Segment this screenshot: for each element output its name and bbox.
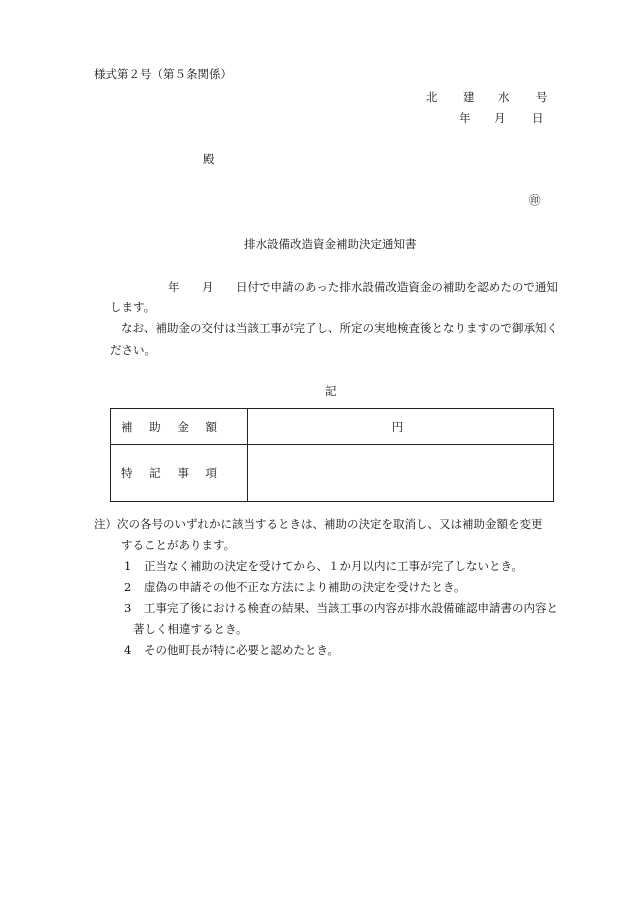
issue-date [459, 110, 544, 126]
yen-unit: 円 [391, 419, 404, 434]
body-year: 年 [168, 280, 180, 294]
remarks-label-cell [111, 445, 248, 502]
notes-intro-2: することがあります。 [121, 538, 236, 552]
amount-label-cell [111, 409, 248, 445]
body-line-4: ださい。 [110, 343, 156, 357]
amount-label-char: 補 [121, 419, 133, 434]
amount-value-cell [248, 409, 554, 445]
remarks-label-char: 特 [121, 466, 133, 480]
note-number: 2 [124, 580, 132, 594]
remarks-value-cell [248, 445, 554, 502]
doc-number-suffix: 号 [536, 90, 548, 104]
body-month: 月 [202, 280, 214, 294]
note-text: 著しく相違するとき。 [133, 622, 248, 636]
note-number: 3 [124, 601, 132, 615]
amount-label-char: 金 [177, 419, 189, 434]
note-text: 虚偽の申請その他不正な方法により補助の決定を受けたとき。 [144, 580, 466, 594]
body-line-1-text: 日付で申請のあった排水設備改造資金の補助を認めたので通知 [236, 280, 558, 294]
doc-number-prefix: 北 [426, 90, 438, 104]
notes-intro-1: 注）次の各号のいずれかに該当するときは、補助の決定を取消し、又は補助金額を変更 [94, 517, 543, 531]
note-item-2 [124, 579, 466, 595]
note-text: 正当なく補助の決定を受けてから、１か月以内に工事が完了しないとき。 [144, 559, 524, 573]
amount-label-char: 助 [149, 419, 161, 434]
recipient-honorific: 殿 [203, 152, 215, 166]
note-item-3 [124, 600, 558, 616]
note-number: 1 [124, 559, 132, 573]
note-item-4 [124, 642, 339, 658]
seal-mark: ㊞ [529, 193, 541, 207]
document-number [426, 89, 548, 105]
subsidy-table [110, 408, 554, 502]
body-line-1 [168, 279, 558, 295]
body-line-2: します。 [110, 300, 156, 314]
remarks-label-char: 事 [177, 466, 189, 480]
note-item-3-continued [133, 621, 248, 637]
amount-label-char: 額 [205, 419, 217, 434]
table-row-amount [111, 409, 554, 445]
note-number: 4 [124, 643, 132, 657]
ki-heading: 記 [325, 384, 337, 398]
date-year: 年 [459, 111, 471, 125]
date-month: 月 [494, 111, 506, 125]
note-text: 工事完了後における検査の結果、当該工事の内容が排水設備確認申請書の内容と [144, 601, 558, 615]
note-text: その他町長が特に必要と認めたとき。 [144, 643, 340, 657]
body-line-3: なお、補助金の交付は当該工事が完了し、所定の実地検査後となりますので御承知く [121, 321, 558, 335]
note-item-1 [124, 558, 523, 574]
doc-number-sub: 水 [498, 90, 510, 104]
doc-number-category: 建 [463, 90, 475, 104]
remarks-label-char: 項 [205, 466, 217, 480]
table-row-remarks [111, 445, 554, 502]
form-number: 様式第２号（第５条関係） [94, 67, 232, 81]
document-title: 排水設備改造資金補助決定通知書 [244, 237, 417, 251]
remarks-label-char: 記 [149, 466, 161, 480]
date-day: 日 [532, 111, 544, 125]
